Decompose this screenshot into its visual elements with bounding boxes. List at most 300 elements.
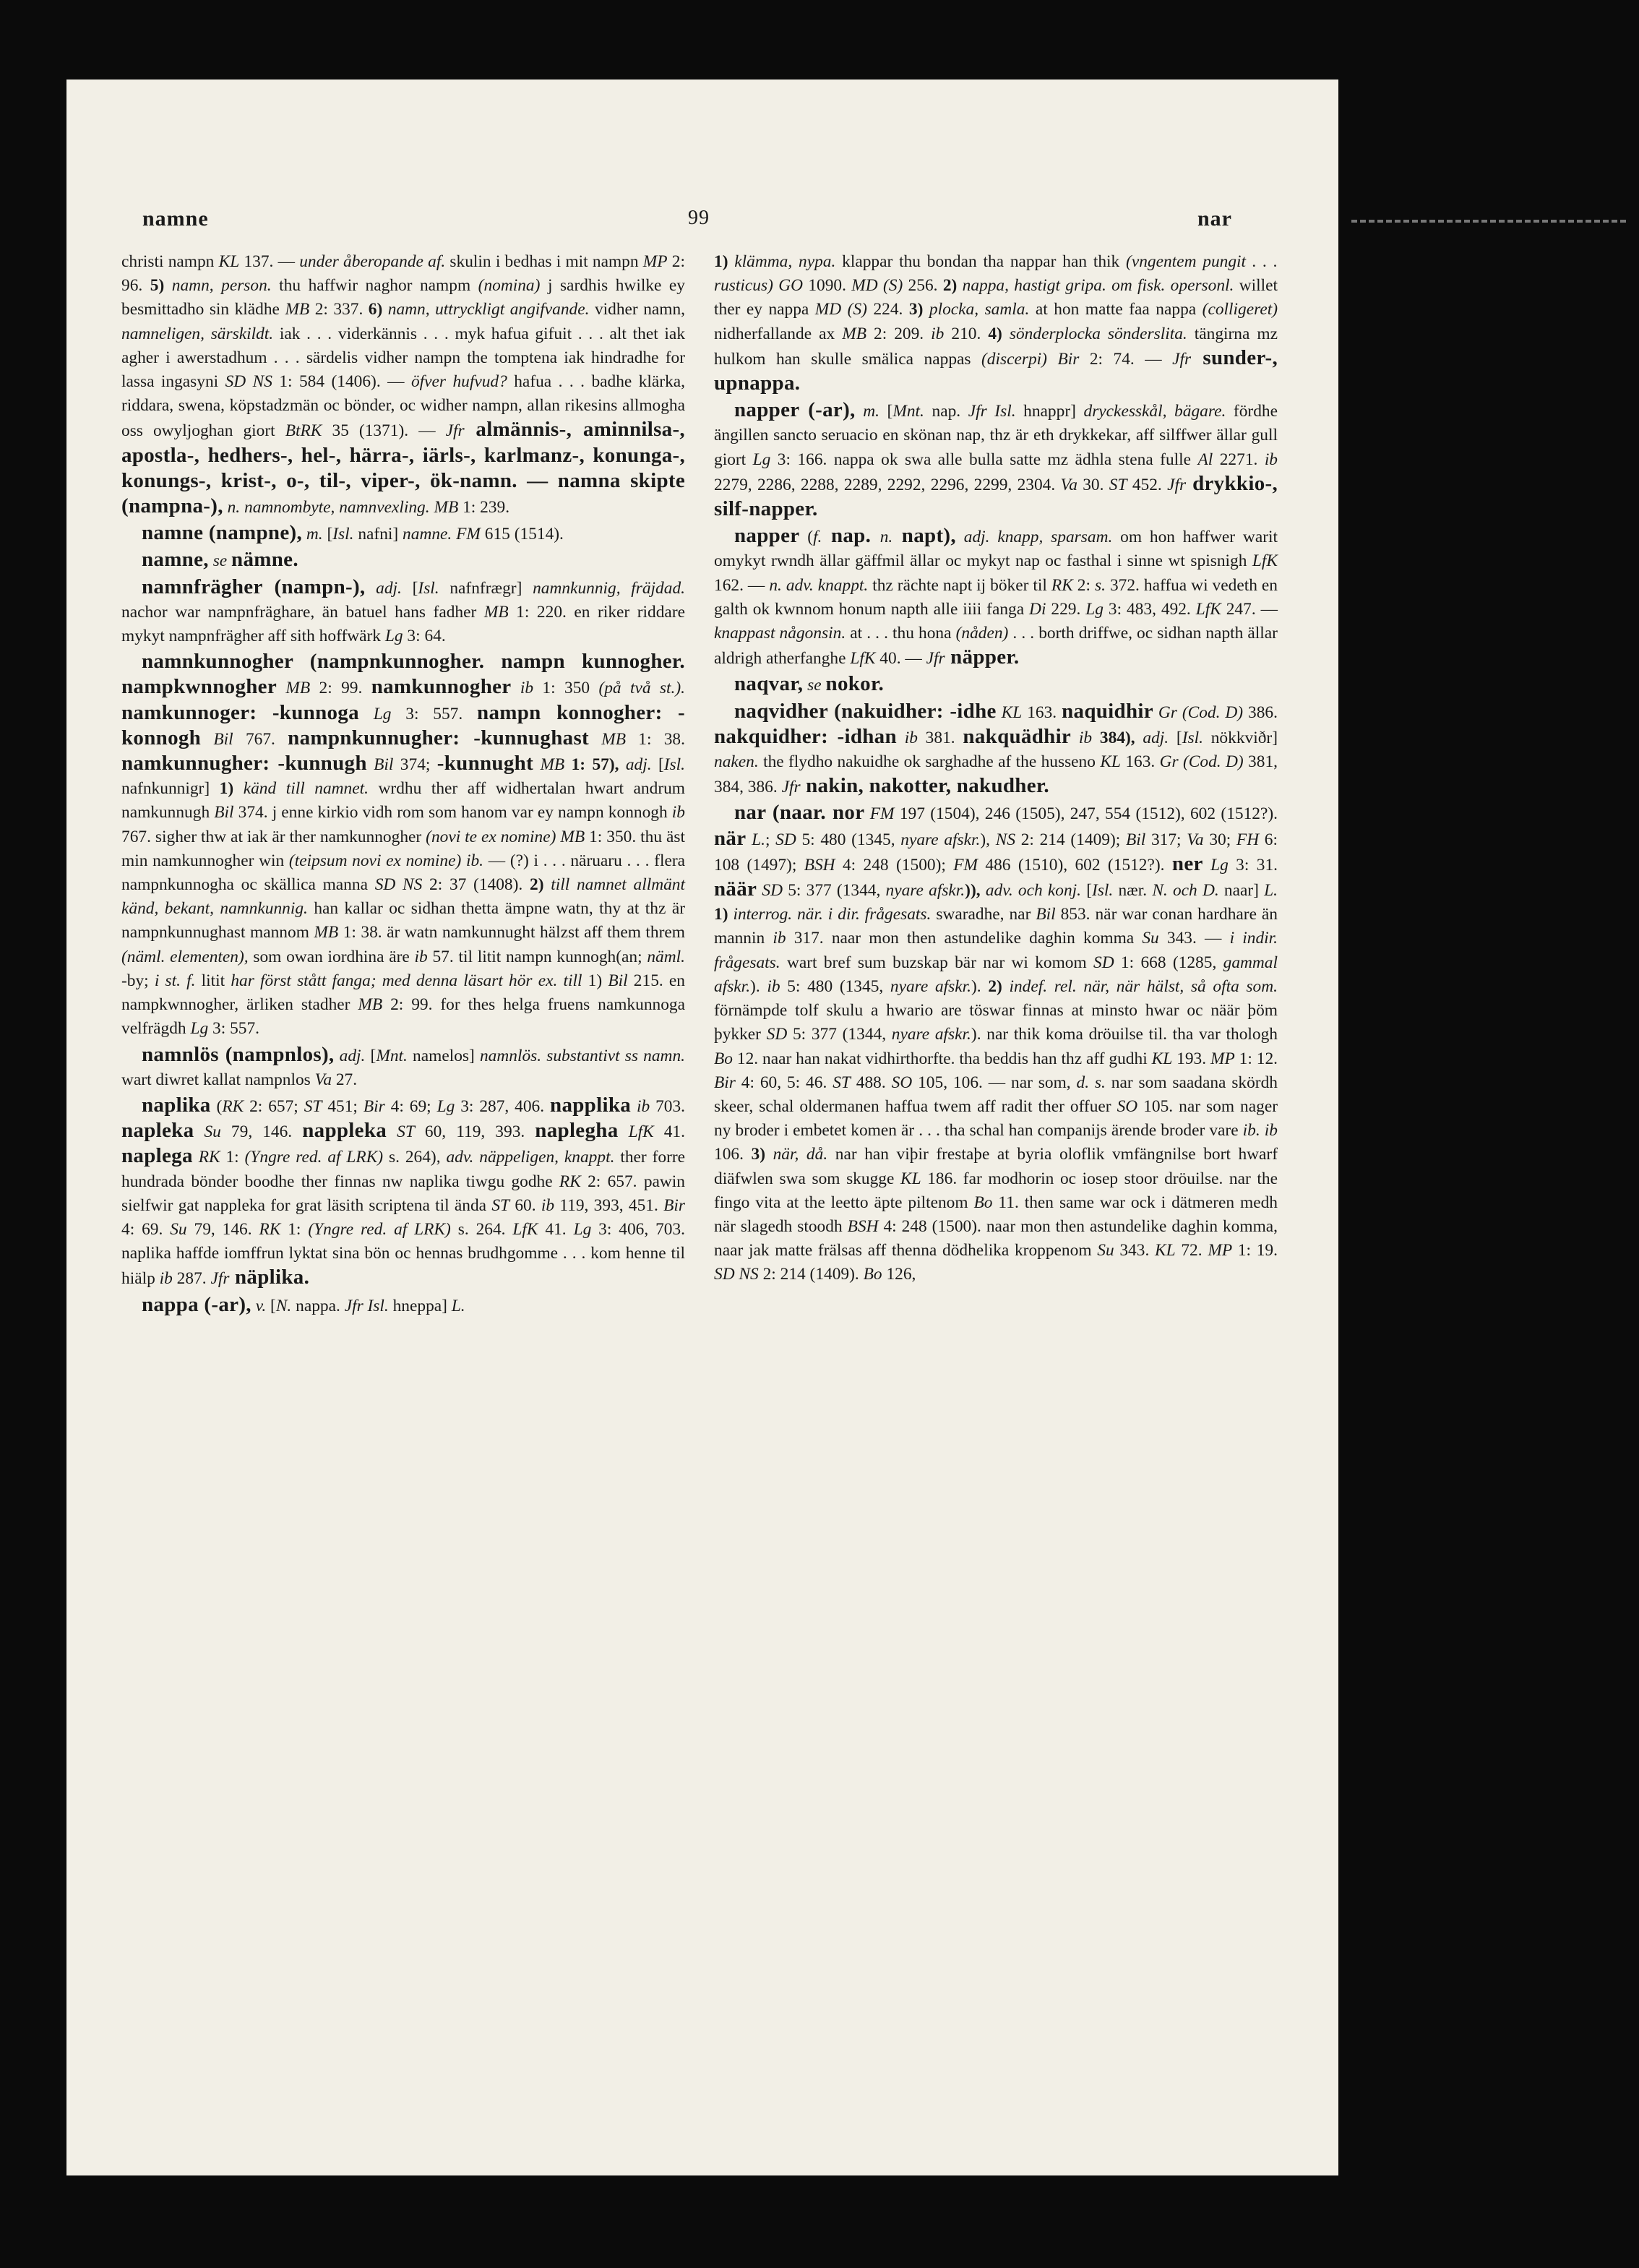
entry-text: 2: 214 (1409); [1015, 830, 1126, 849]
entry-text: 1: 220. en riker riddare mykyt nampnfrägher aff sith hoffwärk [121, 602, 685, 646]
italic-text: till namnet allmänt känd, bekant, namnkunnig. [121, 875, 686, 919]
entry-text: 381, 384, 386. [714, 752, 1278, 797]
entry-text [897, 729, 905, 747]
entry-text: 12. naar han nakat vidhirthorfte. tha beddis han thz aff gudhi [732, 1049, 1152, 1068]
entry-text: 452. [1127, 475, 1168, 494]
entry-text: [ [879, 402, 893, 421]
entry-text [367, 755, 374, 774]
italic-text: LfK [512, 1219, 538, 1239]
italic-text: naken. [714, 752, 759, 772]
headword: napt), [892, 524, 956, 548]
italic-text: ST [1109, 475, 1127, 494]
italic-text: NS [995, 830, 1016, 849]
entry-text: — (?) i . . . näruaru . . . flera nampnkunnogha oc skällica manna [121, 851, 686, 895]
running-head-right: nar [1197, 207, 1232, 231]
dictionary-entry [714, 672, 1278, 697]
dictionary-entry [121, 548, 685, 573]
italic-text: nyare afskr. [890, 976, 971, 996]
entry-text: 193. [1172, 1049, 1210, 1068]
italic-text: ib [414, 947, 428, 966]
italic-text: RK [559, 1172, 581, 1191]
italic-text: KL [218, 252, 240, 271]
entry-text: 2: 657; [244, 1096, 304, 1116]
italic-text: knappast någonsin. [714, 624, 846, 643]
headword: nappleka [302, 1119, 387, 1143]
entry-text: 317. naar mon then astundelike daghin komma [786, 929, 1143, 948]
entry-text: fördhe ängillen sancto seruacio en skönan nap, thz är eth drykkekar, aff silffwer ällar gull giort [714, 402, 1278, 469]
entry-text: 287. [172, 1269, 211, 1289]
entry-text: 162. — [714, 575, 770, 595]
italic-text: ST [397, 1122, 415, 1142]
italic-text: GO [778, 276, 803, 296]
entry-text: 2: 37 (1408). [422, 875, 530, 895]
italic-text: Jfr [1167, 475, 1187, 494]
italic-text: n. namnombyte, namnvexling. [223, 498, 430, 517]
page-number: 99 [688, 207, 710, 229]
italic-text: Jfr [781, 778, 801, 797]
entry-text: 186. far modhorin oc iosep stoor dröuilse. nar the fingo vita at the leetto äpte piltenom [714, 1169, 1278, 1212]
headword: drykkio-, silf-napper. [714, 471, 1278, 521]
italic-text: Va [1187, 830, 1204, 849]
entry-text: 2: 214 (1409). [758, 1265, 864, 1284]
italic-text: adj. [334, 1046, 366, 1065]
entry-text: han kallar oc sidhan thetta ämpne watn, thy at thz är nampnkunnughast mannom [121, 899, 685, 942]
entry-text [631, 1097, 637, 1116]
italic-text: ib [671, 803, 685, 822]
italic-text: KL [1151, 1049, 1173, 1068]
italic-text: indef. rel. när, när hälst, så ofta som. [1002, 976, 1278, 996]
italic-text: (näml. elementen), [121, 947, 249, 966]
sense-number: 384), [1092, 728, 1135, 747]
entry-text: hneppa] [388, 1296, 452, 1315]
italic-text: Bir [714, 1073, 736, 1092]
italic-text: SD NS [374, 875, 423, 895]
entry-text: 703. [650, 1096, 686, 1116]
italic-text: ib [931, 324, 945, 343]
entry-text [387, 1122, 397, 1141]
entry-text: 853. när war conan hardhare än mannin [714, 905, 1278, 948]
headword: napper (-ar), [734, 398, 856, 422]
entry-text: 374. j enne kirkio vidh rom som hanom var ey nampn konnogh [233, 803, 672, 822]
entry-text: 374; [393, 755, 437, 775]
entry-text [511, 679, 520, 697]
sense-number: 3) [751, 1145, 766, 1164]
italic-text: (teipsum novi ex nomine) [288, 851, 462, 870]
entry-text: . . . borth driffwe, oc sidhan napth ällar aldrigh atherfanghe [714, 624, 1278, 669]
entry-text: 3: 166. nappa ok swa alle bulla satte mz ädhla stena fulle [770, 450, 1198, 469]
headword: sunder-, upnappa. [714, 345, 1278, 395]
entry-text: 6: 108 (1497); [714, 830, 1278, 875]
italic-text: har först stått fanga; med denna läsart hör ex. till [231, 971, 582, 990]
italic-text: adj. [619, 755, 652, 775]
italic-text: namnlös. substantivt ss namn. [479, 1046, 685, 1065]
italic-text: (på två st.). [598, 679, 686, 698]
italic-text: (Yngre red. af LRK) [308, 1219, 451, 1239]
italic-text: Lg [436, 1096, 455, 1116]
italic-text: Jfr [1172, 349, 1192, 369]
entry-text: 1: 12. [1234, 1049, 1278, 1068]
italic-text: n. adv. knappt. [769, 575, 869, 595]
italic-text: Al [1197, 450, 1213, 469]
italic-text: namne. [403, 525, 452, 544]
italic-text: Jfr Isl. [968, 402, 1016, 421]
italic-text: Su [170, 1219, 187, 1239]
italic-text: SD [1093, 953, 1114, 972]
sense-number: 5) [150, 276, 165, 296]
entry-text: wrdhu ther aff widhertalan hwart andrum namkunnugh [121, 779, 686, 822]
italic-text: MB [285, 300, 310, 319]
entry-text: 1: 38. är watn namkunnught hälzst aff them threm [338, 923, 685, 942]
entry-text: 60, 119, 393. [414, 1122, 535, 1142]
entry-text: 615 (1514). [480, 525, 564, 544]
italic-text: SD NS [714, 1265, 759, 1284]
entry-text: nafnkunnigr] [121, 779, 220, 799]
italic-text: (vngentem pungit . . . rusticus) [714, 252, 1278, 296]
italic-text: RK [259, 1219, 281, 1239]
italic-text: namneligen, särskildt. [121, 324, 274, 343]
entry-text: s. 264. [450, 1219, 513, 1239]
entry-text: hafua . . . badhe klärka, riddara, swena, köpstadzmän oc bönder, oc widher nampn, allan rikesins allmogha oss owyljoghan giort [121, 372, 686, 441]
entry-text: 1: 584 (1406). — [272, 372, 411, 392]
italic-text: Isl. [663, 755, 685, 775]
entry-text: 35 (1371). — [322, 421, 446, 441]
headword: naplegha [535, 1119, 619, 1143]
sense-number: 1) [714, 905, 728, 924]
entry-text: 317; [1145, 830, 1187, 849]
entry-text: 767. sigher thw at iak är ther namkunnogher [121, 827, 426, 846]
italic-text: nyare afskr. [891, 1025, 971, 1044]
entry-text: litit [195, 971, 231, 990]
italic-text: Gr (Cod. D) [1159, 752, 1244, 772]
entry-text [746, 830, 752, 849]
italic-text: i st. f. [154, 971, 196, 990]
headword: namnkunnogher (nampnkunnogher. nampn kunnogher. nampkwnnogher [121, 650, 685, 699]
italic-text: MD (S) [814, 300, 867, 319]
italic-text: LfK [1252, 551, 1278, 571]
italic-text: L. [1264, 881, 1278, 901]
entry-text: ). nar thik koma dröuilse til. tha var thologh [971, 1025, 1278, 1044]
entry-text: 2: 657. pawin sielfwir gat nappleka for grat läsith scriptena til ända [121, 1172, 685, 1215]
sense-number: 1) [219, 779, 234, 799]
italic-text: Jfr [445, 421, 465, 441]
entry-text: ). [971, 976, 989, 996]
italic-text: MP [1208, 1241, 1233, 1260]
italic-text: MB [314, 923, 339, 942]
headword: naquidhir [1062, 699, 1153, 723]
headword: napleka [121, 1119, 194, 1143]
entry-text: [ [266, 1296, 276, 1315]
entry-text [1203, 856, 1210, 875]
sense-number: 3) [908, 300, 924, 319]
entry-text: 5: 377 (1344, [787, 1025, 892, 1044]
entry-text: 137. — [239, 252, 300, 271]
entry-text: thu haffwir naghor nampm [271, 276, 478, 296]
italic-text: se [803, 676, 826, 695]
italic-text: s. [1095, 575, 1106, 595]
headword: nampnkunnugher: -kunnughast [288, 726, 589, 749]
entry-text: 1: 350 [533, 679, 599, 698]
entry-text: 60. [509, 1195, 541, 1215]
italic-text: när, då. [765, 1145, 828, 1164]
headword: näär [714, 877, 757, 901]
dictionary-entry [121, 1043, 685, 1092]
entry-text: 105. nar som nager ny broder i embetet komen är . . . tha schal han companijs ärende broder vare [714, 1096, 1278, 1141]
entry-text: christi nampn [121, 252, 219, 271]
entry-text: klappar thu bondan tha nappar han thik [835, 252, 1127, 271]
entry-text: 224. [866, 300, 909, 319]
entry-text: skulin i bedhas i mit nampn [445, 252, 643, 271]
entry-text: 3: 287, 406. [455, 1096, 551, 1116]
italic-text: RK [222, 1096, 244, 1116]
headword: naplika [142, 1093, 211, 1117]
right-column [714, 250, 1278, 1287]
italic-text: (nomina) [478, 276, 541, 296]
headword: -kunnught [436, 752, 534, 776]
entry-continuation [121, 250, 685, 520]
headword: ner [1171, 851, 1203, 875]
headword: nappa (-ar), [142, 1292, 251, 1316]
entry-text: 451; [322, 1096, 363, 1116]
entry-text: 381. [917, 728, 963, 747]
sense-number: 6) [368, 300, 383, 319]
italic-text: MB [540, 755, 565, 775]
italic-text: SD [762, 881, 783, 901]
italic-text: MP [642, 252, 668, 271]
entry-text: 79, 146. [220, 1122, 303, 1142]
entry-text: 1: 19. [1232, 1241, 1278, 1260]
entry-text: 3: 31. [1228, 855, 1278, 875]
italic-text: Lg [752, 450, 771, 469]
entry-text [193, 1148, 199, 1167]
entry-text: -by; [121, 971, 155, 990]
entry-text: 57. til litit nampn kunnogh(an; [427, 947, 648, 966]
entry-text [277, 679, 285, 697]
entry-text: 27. [332, 1070, 358, 1089]
entry-text [461, 851, 466, 870]
entry-text: nær. [1113, 881, 1153, 901]
entry-text: nidherfallande ax [714, 324, 843, 343]
italic-text: Lg [190, 1019, 209, 1039]
italic-text: Bir [663, 1195, 685, 1215]
headword: nokor. [825, 672, 885, 696]
entry-text [1071, 729, 1079, 747]
entry-text: the flydho nakuidhe ok sarghadhe af the husseno [758, 752, 1101, 772]
italic-text: ib [904, 728, 918, 747]
entry-text: 2: 209. [866, 324, 932, 343]
entry-text [997, 703, 1002, 722]
italic-text: adj. [365, 578, 402, 598]
italic-text: öfver hufvud? [410, 372, 507, 392]
entry-text: j sardhis hwilke ey besmittadho sin klädhe [121, 276, 685, 319]
dictionary-entry [121, 650, 685, 1041]
entry-text: s. 264), [383, 1148, 441, 1167]
italic-text: (Yngre red. af LRK) [244, 1148, 384, 1167]
italic-text: L. [752, 830, 765, 849]
left-column [121, 250, 685, 1318]
italic-text: Isl. [1182, 728, 1203, 747]
italic-text: RK [1051, 575, 1073, 595]
headword: nar (naar. nor [734, 801, 865, 825]
entry-text: ( [799, 528, 814, 547]
italic-text: FM [953, 855, 978, 875]
entry-text: 5: 377 (1344, [783, 881, 886, 901]
entry-text: 3: 406, 703. naplika haffde iomffrun lyktat sina bön oc hennas brudhgomme . . . kom henne til hiälp [121, 1219, 686, 1289]
sense-number: 2) [530, 875, 544, 895]
italic-text: ST [491, 1195, 510, 1215]
italic-text: under åberopande af. [299, 252, 446, 271]
entry-continuation [714, 250, 1278, 397]
entry-text: 126, [882, 1265, 916, 1284]
headword: almännis-, aminnilsa-, apostla-, hedhers-, hel-, härra-, iärls-, karlmanz-, konunga-, konungs-, krist-, o-, til-, viper-, ök-namn. — namna skipte (nampna-), [121, 418, 685, 518]
italic-text: BSH [847, 1216, 879, 1236]
italic-text: MD (S) [851, 276, 903, 296]
italic-text: Gr (Cod. D) [1158, 703, 1244, 722]
entry-text: 1: 38. [626, 729, 685, 749]
italic-text: ib [773, 929, 786, 948]
italic-text: Bil [1036, 905, 1056, 924]
entry-text: 105, 106. — nar som, [912, 1073, 1077, 1092]
italic-text: nyare afskr. [900, 830, 981, 849]
entry-text: 486 (1510), 602 (1512?). [978, 855, 1172, 875]
italic-text: m. [855, 402, 879, 421]
italic-text: MP [1210, 1049, 1235, 1068]
italic-text: klämma, nypa. [728, 252, 836, 271]
entry-text: [ [401, 578, 418, 598]
entry-text: wart diwret kallat nampnlos [121, 1070, 315, 1089]
italic-text: i indir. frågesats. [714, 929, 1278, 972]
entry-text: 2: 99. for thes helga fruens namkunnoga velfrägdh [121, 995, 685, 1039]
headword: naplega [121, 1144, 193, 1168]
entry-text: 1: [280, 1219, 309, 1239]
entry-text [1047, 350, 1058, 369]
headword: naqvar, [734, 672, 804, 696]
entry-text: wart bref sum buzskap bär nar wi komom [780, 953, 1094, 972]
italic-text: adv. och konj. [980, 881, 1081, 901]
entry-text: 4: 69; [384, 1096, 437, 1116]
italic-text: Lg [373, 704, 392, 723]
entry-text: 343. — [1158, 929, 1230, 948]
italic-text: Di [1029, 599, 1046, 619]
italic-text: MB [434, 498, 459, 517]
entry-text: 215. en nampkwnnogher, ärliken stadher [121, 971, 685, 1015]
entry-text: 1: [220, 1148, 245, 1167]
headword: naqvidher (nakuidher: -idhe [734, 699, 997, 723]
entry-text: [ [1081, 881, 1092, 901]
sense-number: )), [965, 881, 981, 901]
entry-text: 210. [944, 324, 989, 343]
entry-text: 4: 248 (1500); [835, 855, 954, 875]
entry-text: thz rächte napt ij böker til [868, 575, 1051, 595]
entry-text: 386. [1243, 703, 1278, 722]
entry-text [864, 804, 869, 823]
entry-text: 372. haffua wi vedeth en galth ok kwnnom honum napth alle iiii fanga [714, 575, 1278, 619]
italic-text: näml. [647, 947, 685, 966]
italic-text: MB [601, 729, 627, 749]
entry-text [194, 1122, 204, 1141]
italic-text: nappa, hastigt gripa. om fisk. opersonl. [957, 276, 1234, 296]
entry-text: 3: 557. [391, 704, 478, 723]
sense-number: 1: 57), [564, 755, 619, 775]
italic-text: FM [869, 804, 895, 824]
italic-text: ib [636, 1096, 650, 1116]
entry-text [359, 705, 374, 723]
entry-text: 41. [653, 1122, 685, 1142]
entry-text: namelos] [407, 1046, 480, 1065]
entry-text: 229. [1046, 599, 1086, 619]
italic-text: N. och D. [1152, 881, 1219, 901]
italic-text: Bo [863, 1265, 882, 1284]
headword: nämne. [231, 548, 298, 572]
entry-text: 40. — [875, 649, 926, 669]
entry-text: om hon haffwer warit omykyt rwndh ällar gäffmil ällar oc mykyt nap oc fasthal i sinne wt spisnigh [714, 528, 1278, 571]
italic-text: SD [766, 1025, 788, 1044]
entry-text: nökkviðr] [1203, 728, 1278, 747]
italic-text: Jfr [210, 1269, 230, 1289]
entry-text: tängirna mz hulkom han skulle smälica nappas [714, 324, 1278, 369]
italic-text: KL [1001, 703, 1023, 722]
italic-text: MB [483, 602, 509, 622]
headword: namne, [142, 548, 209, 572]
italic-text: ib [1264, 450, 1278, 469]
dictionary-entry [121, 1094, 685, 1292]
entry-text: 119, 393, 451. [554, 1195, 664, 1215]
italic-text: Bil [1125, 830, 1146, 849]
headword: namkunnogher [371, 675, 512, 699]
italic-text: plocka, samla. [923, 300, 1030, 319]
entry-text: 72. [1175, 1241, 1208, 1260]
sense-number: 1) [714, 252, 728, 271]
italic-text: N. [275, 1296, 292, 1315]
dictionary-entry [121, 521, 685, 546]
entry-text: nar som saadana skördh skeer, schal oldermanen haffua twem aff radit ther offuer [714, 1073, 1278, 1116]
headword: nap. [822, 524, 880, 548]
italic-text: FH [1236, 830, 1260, 849]
entry-text: förnämpde tolf skulu a hwario are töswar finnas at minsto hwar oc näär þöm þykker [714, 1001, 1278, 1044]
italic-text: Jfr Isl. [344, 1296, 389, 1315]
italic-text: nyare afskr. [885, 881, 965, 901]
italic-text: MB [358, 995, 383, 1015]
italic-text: Jfr [926, 649, 945, 669]
italic-text: namn, person. [164, 276, 272, 296]
entry-text: ). [750, 976, 767, 996]
entry-text: nafni] [353, 525, 403, 544]
headword: när [714, 826, 747, 850]
italic-text: Lg [1085, 599, 1104, 619]
sense-number: 2) [942, 276, 958, 296]
entry-text: 106. [714, 1145, 752, 1164]
headword: napper [734, 524, 800, 548]
entry-text: 2: 96. [121, 252, 685, 296]
italic-text: LfK [628, 1122, 654, 1142]
entry-text: 3: 64. [403, 627, 446, 646]
entry-text [201, 730, 213, 749]
entry-text: 256. [903, 276, 943, 296]
entry-text: 2271. [1213, 450, 1265, 469]
headword: namkunnugher: -kunnugh [121, 752, 367, 776]
entry-text: 343. [1114, 1241, 1156, 1260]
italic-text: SO [1117, 1096, 1138, 1116]
italic-text: SD [775, 830, 796, 849]
entry-text: 1: 350. thu äst min namkunnogher win [121, 827, 685, 870]
italic-text: Su [1097, 1241, 1114, 1260]
italic-text: ib. [465, 851, 484, 870]
sense-number: 4) [988, 324, 1002, 343]
italic-text: v. [251, 1296, 267, 1315]
entry-text: [ [322, 525, 333, 544]
entry-text: nar han viþir frestaþe at byria oloflik vmfängnilse bort hwarf diäfwlen swa som skugge [714, 1145, 1278, 1188]
italic-text: SO [891, 1073, 913, 1092]
italic-text: KL [1155, 1241, 1176, 1260]
